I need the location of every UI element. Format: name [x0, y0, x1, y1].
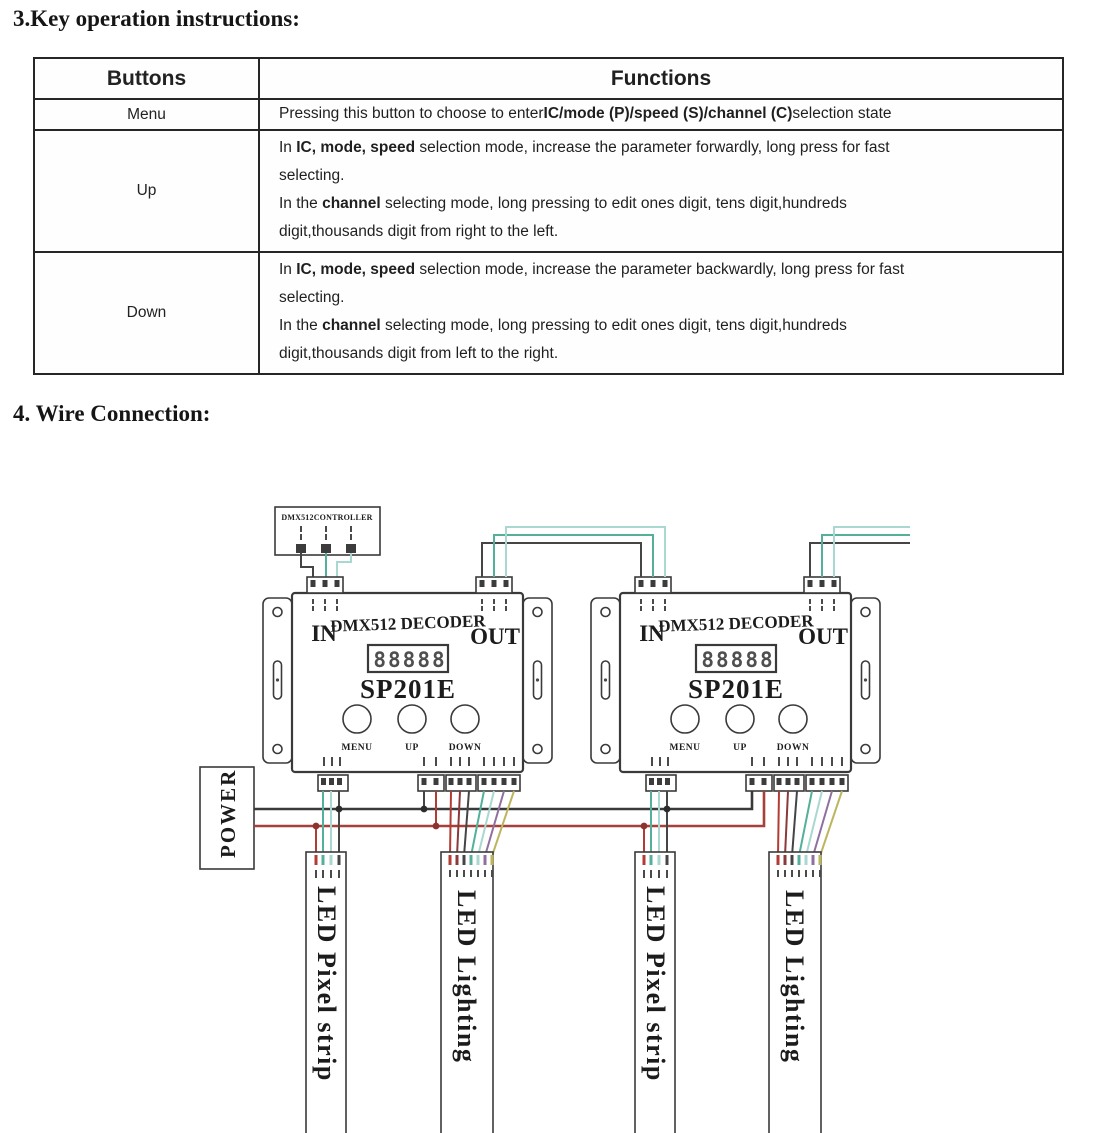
led-pixel-strip-2 — [635, 852, 675, 1133]
lighting-strip-label: LED Lighting — [452, 890, 481, 1064]
decoder2-out-wires — [810, 527, 910, 577]
wire-connection-heading: 4. Wire Connection: — [13, 401, 211, 426]
power-box — [200, 767, 254, 869]
function-cell-down: In IC, mode, speed selection mode, increase the parameter backwardly, long press for fast selecting. In the channel selecting mode, long pressing to edit ones digit, tens digit,hundreds digit,thousands digit from left to the right. — [279, 261, 905, 362]
dmx-controller-box — [275, 507, 380, 555]
decoder1-out-to-decoder2-in-wires — [482, 527, 665, 577]
table-row — [35, 251, 1062, 373]
led-lighting-strip-2 — [769, 852, 822, 1133]
controller-to-decoder1-wires — [301, 553, 351, 577]
button-cell-up: Up — [35, 131, 260, 251]
pixel-strip-label: LED Pixel strip — [312, 886, 341, 1082]
screw-hole-icon — [273, 608, 282, 617]
led-lighting-strip-1 — [441, 852, 494, 1133]
function-cell-menu: Pressing this button to choose to enter IC/mode (P)/speed (S)/channel (C) selection state — [279, 104, 892, 122]
slot-center-dot — [536, 678, 539, 681]
key-operation-table — [33, 57, 1064, 375]
menu-button-label: MENU — [341, 743, 373, 753]
menu-button-drawing — [343, 705, 371, 733]
column-header-buttons: Buttons — [35, 59, 260, 98]
decoder-1 — [263, 577, 552, 791]
in-top-terminal — [307, 577, 343, 593]
out-label: OUT — [470, 624, 520, 649]
button-cell-down: Down — [35, 253, 260, 373]
decoder2-to-lighting-strip-wires — [778, 791, 842, 856]
down-button-drawing — [451, 705, 479, 733]
button-cell-menu: Menu — [35, 100, 260, 129]
decoder1-to-pixel-strip-wires — [316, 791, 339, 856]
table-header-row — [35, 59, 1062, 98]
up-button-label: UP — [405, 743, 419, 753]
decoder-2 — [591, 577, 880, 791]
dmx-controller-label: DMX512CONTROLLER — [281, 513, 373, 522]
column-header-functions: Functions — [610, 66, 712, 90]
slot-center-dot — [276, 678, 279, 681]
down-button-label: DOWN — [448, 743, 482, 753]
led-pixel-strip-1 — [306, 852, 346, 1133]
wire-connection-diagram — [0, 480, 1093, 1133]
bottom-terminals — [318, 775, 520, 791]
power-label: POWER — [216, 768, 240, 858]
lighting-strip-label: LED Lighting — [780, 890, 809, 1064]
screw-hole-icon — [273, 745, 282, 754]
decoder-title: DMX512 DECODER — [329, 611, 486, 636]
screw-hole-icon — [533, 745, 542, 754]
screw-hole-icon — [533, 608, 542, 617]
decoder1-to-lighting-strip-wires — [450, 791, 514, 856]
table-row — [35, 129, 1062, 251]
up-button-drawing — [398, 705, 426, 733]
model-label: SP201E — [359, 674, 457, 704]
seven-segment-display — [368, 645, 448, 672]
table-row — [35, 98, 1062, 129]
display-digits: 88888 — [373, 648, 447, 672]
key-operations-heading: 3.Key operation instructions: — [13, 6, 300, 31]
function-cell-up: In IC, mode, speed selection mode, increase the parameter forwardly, long press for fast selecting. In the channel selecting mode, long pressing to edit ones digit, tens digit,hundreds digit,thousands digit from right to the left. — [279, 139, 890, 240]
pixel-strip-label: LED Pixel strip — [641, 886, 670, 1082]
decoder2-to-pixel-strip-wires — [644, 791, 667, 856]
in-label: IN — [311, 621, 337, 646]
out-top-terminal — [476, 577, 512, 593]
